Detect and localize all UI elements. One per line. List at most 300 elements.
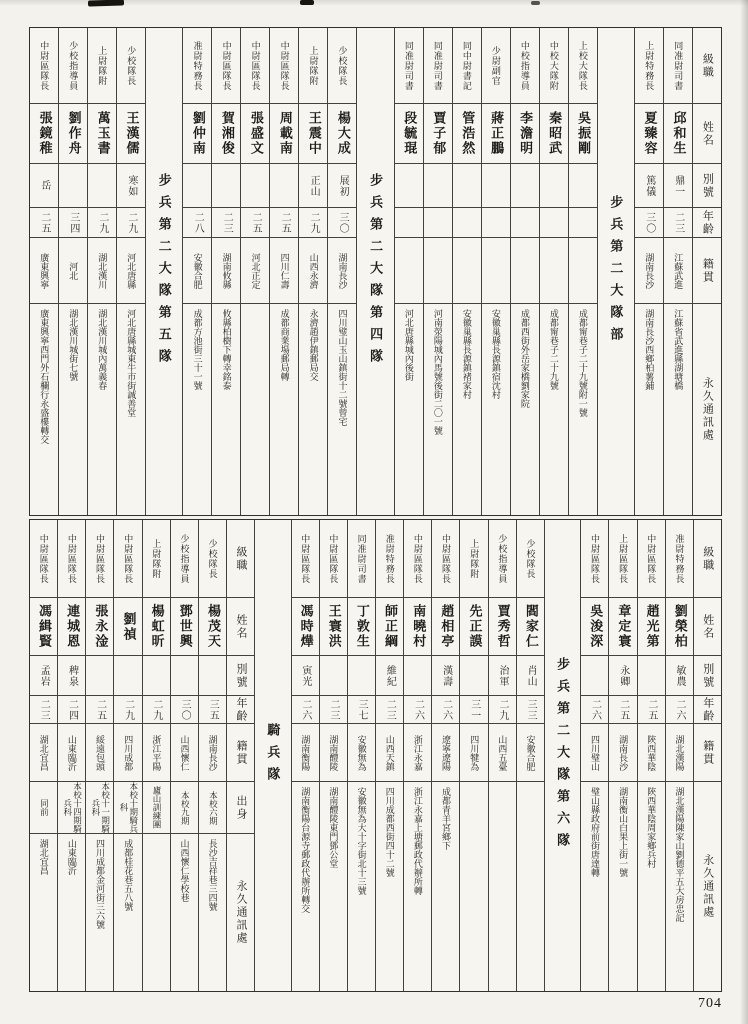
age-cell: [511, 208, 539, 238]
native-text: 浙江永嘉: [412, 734, 423, 771]
rank-text: 同准尉司書: [673, 40, 684, 91]
address-cell: [517, 782, 544, 991]
native-cell: [540, 238, 568, 304]
origin-text: 本校十四期騎兵科: [62, 782, 83, 833]
native-text: 湖北漢陽: [674, 734, 685, 771]
native-cell: [320, 724, 347, 782]
native-text: 湖南長沙: [618, 734, 629, 771]
age-cell: [88, 208, 116, 238]
address-cell: [88, 304, 116, 515]
header-address-cell: [693, 304, 721, 515]
address-cell: [348, 782, 375, 991]
rank-text: 中尉區隊長: [38, 533, 49, 584]
unit-section-column: [254, 520, 290, 991]
native-text: 遼寧遼陽: [441, 734, 452, 771]
name-cell: [212, 104, 240, 164]
rank-text: 中校指導員: [519, 40, 530, 91]
rank-text: 上尉區隊長: [618, 533, 629, 584]
alias-text: 岳: [38, 180, 50, 191]
alias-cell: [432, 656, 459, 696]
alias-cell: [183, 164, 211, 208]
personnel-column: [488, 520, 516, 991]
alias-text: 鼎一: [672, 174, 684, 197]
alias-text: 別號: [701, 662, 714, 689]
native-text: 山西懷仁: [179, 734, 190, 771]
name-cell: [241, 104, 269, 164]
name-cell: [270, 104, 298, 164]
header-native-cell: [227, 724, 254, 782]
name-text: 段毓琨: [402, 111, 418, 156]
unit-section-label: 步兵第二大隊第六隊: [555, 656, 571, 855]
address-cell: [171, 834, 198, 991]
native-cell: [635, 238, 663, 304]
name-text: 賈子郁: [431, 111, 447, 156]
origin-text: 本校九期: [180, 790, 191, 825]
personnel-column: [375, 520, 403, 991]
address-text: 河北唐縣城東牛市街誠善堂: [126, 309, 137, 417]
rank-text: 中尉區隊長: [66, 533, 77, 584]
rank-cell: [517, 520, 544, 598]
address-cell: [270, 304, 298, 515]
age-text: 二五: [617, 698, 629, 721]
rank-cell: [432, 520, 459, 598]
address-cell: [212, 304, 240, 515]
name-text: 馮緝賢: [37, 604, 53, 649]
age-cell: [143, 696, 170, 724]
rank-cell: [664, 28, 692, 104]
name-text: 師正綱: [383, 604, 399, 649]
personnel-column: [665, 520, 693, 991]
name-text: 吳浚深: [588, 604, 604, 649]
name-cell: [292, 598, 319, 656]
address-text: 山東臨沂: [66, 839, 77, 875]
age-cell: [328, 208, 356, 238]
rank-text: 少校指導員: [179, 533, 190, 584]
personnel-column: [481, 28, 510, 515]
age-text: 年齡: [234, 696, 247, 723]
native-text: 四川仁壽: [279, 252, 290, 289]
native-cell: [666, 724, 693, 782]
personnel-column: [58, 28, 87, 515]
name-cell: [30, 598, 57, 656]
age-text: 三一: [468, 698, 480, 721]
address-cell: [609, 782, 636, 991]
native-text: 四川犍為: [469, 734, 480, 771]
age-cell: [635, 208, 663, 238]
name-text: 楊虹昕: [149, 604, 165, 649]
unit-section-column: [145, 28, 182, 515]
personnel-column: [608, 520, 636, 991]
rank-cell: [30, 520, 57, 598]
alias-cell: [117, 164, 145, 208]
rank-cell: [58, 520, 85, 598]
header-rank-cell: [227, 520, 254, 598]
name-cell: [171, 598, 198, 656]
origin-text: 本校十一期騎兵科: [90, 782, 111, 833]
rank-cell: [320, 520, 347, 598]
origin-text: 出身: [234, 794, 247, 821]
native-cell: [404, 724, 431, 782]
native-text: 陝西華陰: [646, 734, 657, 771]
name-text: 邱和生: [671, 111, 687, 156]
personnel-column: [516, 520, 544, 991]
name-text: 王震中: [306, 111, 322, 156]
name-text: 連城恩: [65, 604, 81, 649]
name-text: 張盛文: [248, 111, 264, 156]
rank-cell: [489, 520, 516, 598]
rank-text: 少校指導員: [68, 40, 79, 91]
address-text: 河南滎陽城內馬號後街二〇一號: [432, 309, 443, 435]
age-text: 三五: [207, 698, 219, 721]
age-text: 年齡: [701, 696, 714, 723]
age-cell: [30, 696, 57, 724]
personnel-column: [198, 520, 226, 991]
name-text: 劉作舟: [66, 111, 82, 156]
address-cell: [59, 304, 87, 515]
rank-text: 准尉特務長: [674, 533, 685, 584]
rank-cell: [581, 520, 608, 598]
name-text: 秦昭武: [547, 111, 563, 156]
name-cell: [320, 598, 347, 656]
native-text: 四川璧山: [589, 734, 600, 771]
personnel-column: [240, 28, 269, 515]
personnel-column: [327, 28, 356, 515]
name-text: 李澹明: [518, 111, 534, 156]
alias-text: 稗泉: [66, 664, 78, 687]
native-cell: [114, 724, 141, 782]
age-cell: [666, 696, 693, 724]
origin-text: 本校六期: [208, 790, 219, 825]
native-text: 籍貫: [234, 739, 247, 766]
name-text: 姓名: [701, 120, 714, 147]
native-cell: [143, 724, 170, 782]
native-text: 浙江平陽: [151, 734, 162, 771]
personnel-column: [394, 28, 423, 515]
name-cell: [638, 598, 665, 656]
native-cell: [30, 238, 58, 304]
native-text: 山西天鎮: [384, 734, 395, 771]
name-cell: [58, 598, 85, 656]
rank-cell: [171, 520, 198, 598]
personnel-column: [459, 520, 487, 991]
age-text: 三四: [67, 211, 79, 234]
native-cell: [328, 238, 356, 304]
rank-cell: [292, 520, 319, 598]
address-cell: [114, 834, 141, 991]
address-text: 安徽無為大十字街北十三號: [356, 787, 367, 895]
name-text: 楊茂天: [205, 604, 221, 649]
name-cell: [30, 104, 58, 164]
rank-cell: [424, 28, 452, 104]
age-text: 三〇: [337, 211, 349, 234]
personnel-column: [170, 520, 198, 991]
header-address-cell: [227, 834, 254, 991]
alias-cell: [666, 656, 693, 696]
origin-text: 同前: [39, 799, 50, 816]
rank-text: 少尉副官: [490, 45, 501, 86]
alias-cell: [511, 164, 539, 208]
address-text: 四川璧山玉山鎮街十二號曾宅: [337, 309, 348, 426]
rank-text: 中尉區隊長: [589, 533, 600, 584]
age-cell: [376, 696, 403, 724]
name-text: 周載南: [277, 111, 293, 156]
age-text: 三三: [525, 698, 537, 721]
header-rank-cell: [694, 520, 721, 598]
name-text: 賈秀哲: [495, 604, 511, 649]
native-text: 湖南醴陵: [328, 734, 339, 771]
alias-cell: [270, 164, 298, 208]
alias-cell: [114, 656, 141, 696]
address-cell: [581, 782, 608, 991]
native-cell: [299, 238, 327, 304]
address-cell: [432, 782, 459, 991]
address-cell: [395, 304, 423, 515]
name-text: 丁敦生: [354, 604, 370, 649]
native-cell: [460, 724, 487, 782]
name-cell: [489, 598, 516, 656]
alias-cell: [404, 656, 431, 696]
age-cell: [292, 696, 319, 724]
unit-section-column: [597, 28, 634, 515]
native-cell: [609, 724, 636, 782]
rank-text: 中尉區隊長: [646, 533, 657, 584]
name-text: 夏臻容: [642, 111, 658, 156]
rank-cell: [299, 28, 327, 104]
native-cell: [569, 238, 597, 304]
native-cell: [199, 724, 226, 782]
alias-text: 別號: [701, 172, 714, 199]
personnel-column: [30, 28, 58, 515]
address-text: 浙江永嘉上塘郵政代辦所轉: [412, 787, 423, 895]
name-cell: [299, 104, 327, 164]
address-text: 成都青羊宮鄉下: [441, 787, 452, 850]
native-cell: [88, 238, 116, 304]
native-text: 江蘇武進: [673, 252, 684, 289]
address-cell: [143, 834, 170, 991]
address-text: 攸縣柏樹下轉幸銘泰: [221, 309, 232, 390]
header-native-cell: [693, 238, 721, 304]
rank-text: 中尉區隊長: [412, 533, 423, 584]
address-cell: [453, 304, 481, 515]
personnel-column: [113, 520, 141, 991]
rank-text: 同准尉司書: [356, 533, 367, 584]
personnel-column: [452, 28, 481, 515]
native-text: 安徽合肥: [192, 252, 203, 289]
native-text: 山西五臺: [497, 734, 508, 771]
header-alias-cell: [693, 164, 721, 208]
address-cell: [30, 834, 57, 991]
alias-cell: [517, 656, 544, 696]
age-cell: [212, 208, 240, 238]
age-cell: [569, 208, 597, 238]
origin-cell: [143, 782, 170, 834]
header-column: [226, 520, 254, 991]
rank-text: 上尉隊附: [469, 538, 480, 579]
native-text: 湖北宜昌: [38, 734, 49, 771]
name-cell: [328, 104, 356, 164]
address-cell: [460, 782, 487, 991]
native-cell: [59, 238, 87, 304]
age-text: 二六: [412, 698, 424, 721]
name-cell: [376, 598, 403, 656]
name-text: 楊大成: [335, 111, 351, 156]
address-text: 永濟趙伊鎮郵局交: [308, 309, 319, 381]
age-cell: [59, 208, 87, 238]
rank-text: 同准尉司書: [403, 40, 414, 91]
rank-cell: [511, 28, 539, 104]
rank-cell: [666, 520, 693, 598]
age-cell: [638, 696, 665, 724]
name-text: 張永淦: [93, 604, 109, 649]
rank-text: 中校大隊附: [548, 40, 559, 91]
address-cell: [58, 834, 85, 991]
native-text: 山東臨沂: [66, 734, 77, 771]
rank-text: 准尉特務長: [192, 40, 203, 91]
personnel-column: [580, 520, 608, 991]
personnel-roster-table-bottom: [29, 519, 722, 992]
personnel-roster-table-top: [29, 27, 722, 516]
rank-text: 中尉區隊長: [250, 40, 261, 91]
age-text: 二五: [279, 211, 291, 234]
address-cell: [424, 304, 452, 515]
native-text: 綏遠包頭: [95, 734, 106, 771]
rank-cell: [30, 28, 58, 104]
address-text: 長沙吉祥巷三四號: [207, 839, 218, 911]
header-name-cell: [694, 598, 721, 656]
name-cell: [569, 104, 597, 164]
name-text: 萬玉書: [95, 111, 111, 156]
rank-text: 中尉區隊長: [95, 533, 106, 584]
native-cell: [395, 238, 423, 304]
age-text: 二九: [150, 698, 162, 721]
rank-cell: [86, 520, 113, 598]
name-text: 閻家仁: [523, 604, 539, 649]
native-text: 河北正定: [250, 252, 261, 289]
unit-section-label: 步兵第二大隊第五隊: [156, 172, 172, 371]
age-cell: [395, 208, 423, 238]
age-cell: [460, 696, 487, 724]
rank-text: 上校大隊長: [577, 40, 588, 91]
name-text: 劉禎: [121, 611, 137, 642]
rank-text: 中尉區隊長: [441, 533, 452, 584]
alias-cell: [30, 656, 57, 696]
age-cell: [114, 696, 141, 724]
age-text: 二五: [645, 698, 657, 721]
alias-text: 治軍: [496, 664, 508, 687]
age-text: 年齡: [701, 209, 714, 236]
address-text: 湖北宜昌: [38, 839, 49, 875]
name-text: 劉仲南: [190, 111, 206, 156]
personnel-column: [57, 520, 85, 991]
alias-cell: [348, 656, 375, 696]
origin-cell: [114, 782, 141, 834]
address-cell: [635, 304, 663, 515]
header-rank-cell: [693, 28, 721, 104]
address-text: 湖北漢川城內萬義春: [97, 309, 108, 390]
native-text: 湖南長沙: [207, 734, 218, 771]
name-text: 管浩然: [460, 111, 476, 156]
address-text: 湖南醴陵東門鄧公堂: [328, 787, 339, 868]
alias-cell: [328, 164, 356, 208]
name-cell: [540, 104, 568, 164]
header-address-cell: [694, 782, 721, 991]
age-text: 二五: [94, 698, 106, 721]
header-age-cell: [693, 208, 721, 238]
rank-cell: [635, 28, 663, 104]
address-text: 廣東興寧西門外石欄行永盛樓轉交: [39, 309, 50, 444]
address-cell: [666, 782, 693, 991]
personnel-column: [87, 28, 116, 515]
address-cell: [292, 782, 319, 991]
address-cell: [540, 304, 568, 515]
rank-cell: [328, 28, 356, 104]
native-cell: [86, 724, 113, 782]
rank-cell: [88, 28, 116, 104]
native-cell: [581, 724, 608, 782]
address-text: 永久通訊處: [701, 377, 714, 442]
age-cell: [609, 696, 636, 724]
age-cell: [581, 696, 608, 724]
alias-cell: [482, 164, 510, 208]
age-text: 二六: [674, 698, 686, 721]
alias-text: 維紀: [384, 664, 396, 687]
name-text: 姓名: [234, 613, 247, 640]
address-cell: [299, 304, 327, 515]
rank-cell: [59, 28, 87, 104]
address-text: 湖南衡山白果上街一號: [618, 787, 629, 877]
address-text: 江蘇省武進縣湖塘橋: [673, 309, 684, 390]
personnel-column: [634, 28, 663, 515]
native-text: 河北唐縣: [126, 252, 137, 289]
rank-text: 准尉特務長: [384, 533, 395, 584]
alias-cell: [199, 656, 226, 696]
native-text: 安徽無為: [356, 734, 367, 771]
rank-cell: [199, 520, 226, 598]
address-text: 成都甯巷子二十九號附一號: [577, 309, 588, 417]
alias-cell: [638, 656, 665, 696]
age-cell: [489, 696, 516, 724]
personnel-column: [347, 520, 375, 991]
personnel-column: [116, 28, 145, 515]
alias-text: 別號: [234, 662, 247, 689]
scan-artifact: [531, 1, 540, 5]
origin-cell: [86, 782, 113, 834]
rank-text: 少校指導員: [497, 533, 508, 584]
name-text: 趙光第: [644, 604, 660, 649]
origin-cell: [58, 782, 85, 834]
personnel-column: [431, 520, 459, 991]
address-cell: [199, 834, 226, 991]
personnel-column: [30, 520, 57, 991]
alias-cell: [609, 656, 636, 696]
personnel-column: [142, 520, 170, 991]
scan-edge-shadow-right: [740, 0, 748, 1024]
address-text: 成都甯巷子二十九號: [548, 309, 559, 390]
alias-cell: [320, 656, 347, 696]
rank-cell: [460, 520, 487, 598]
name-cell: [88, 104, 116, 164]
name-text: 劉榮柏: [672, 604, 688, 649]
alias-cell: [635, 164, 663, 208]
native-text: 湖南長沙: [644, 252, 655, 289]
address-cell: [183, 304, 211, 515]
origin-cell: [171, 782, 198, 834]
name-text: 鄧世興: [177, 604, 193, 649]
native-cell: [212, 238, 240, 304]
native-text: 籍貫: [701, 257, 714, 284]
age-cell: [664, 208, 692, 238]
alias-cell: [292, 656, 319, 696]
